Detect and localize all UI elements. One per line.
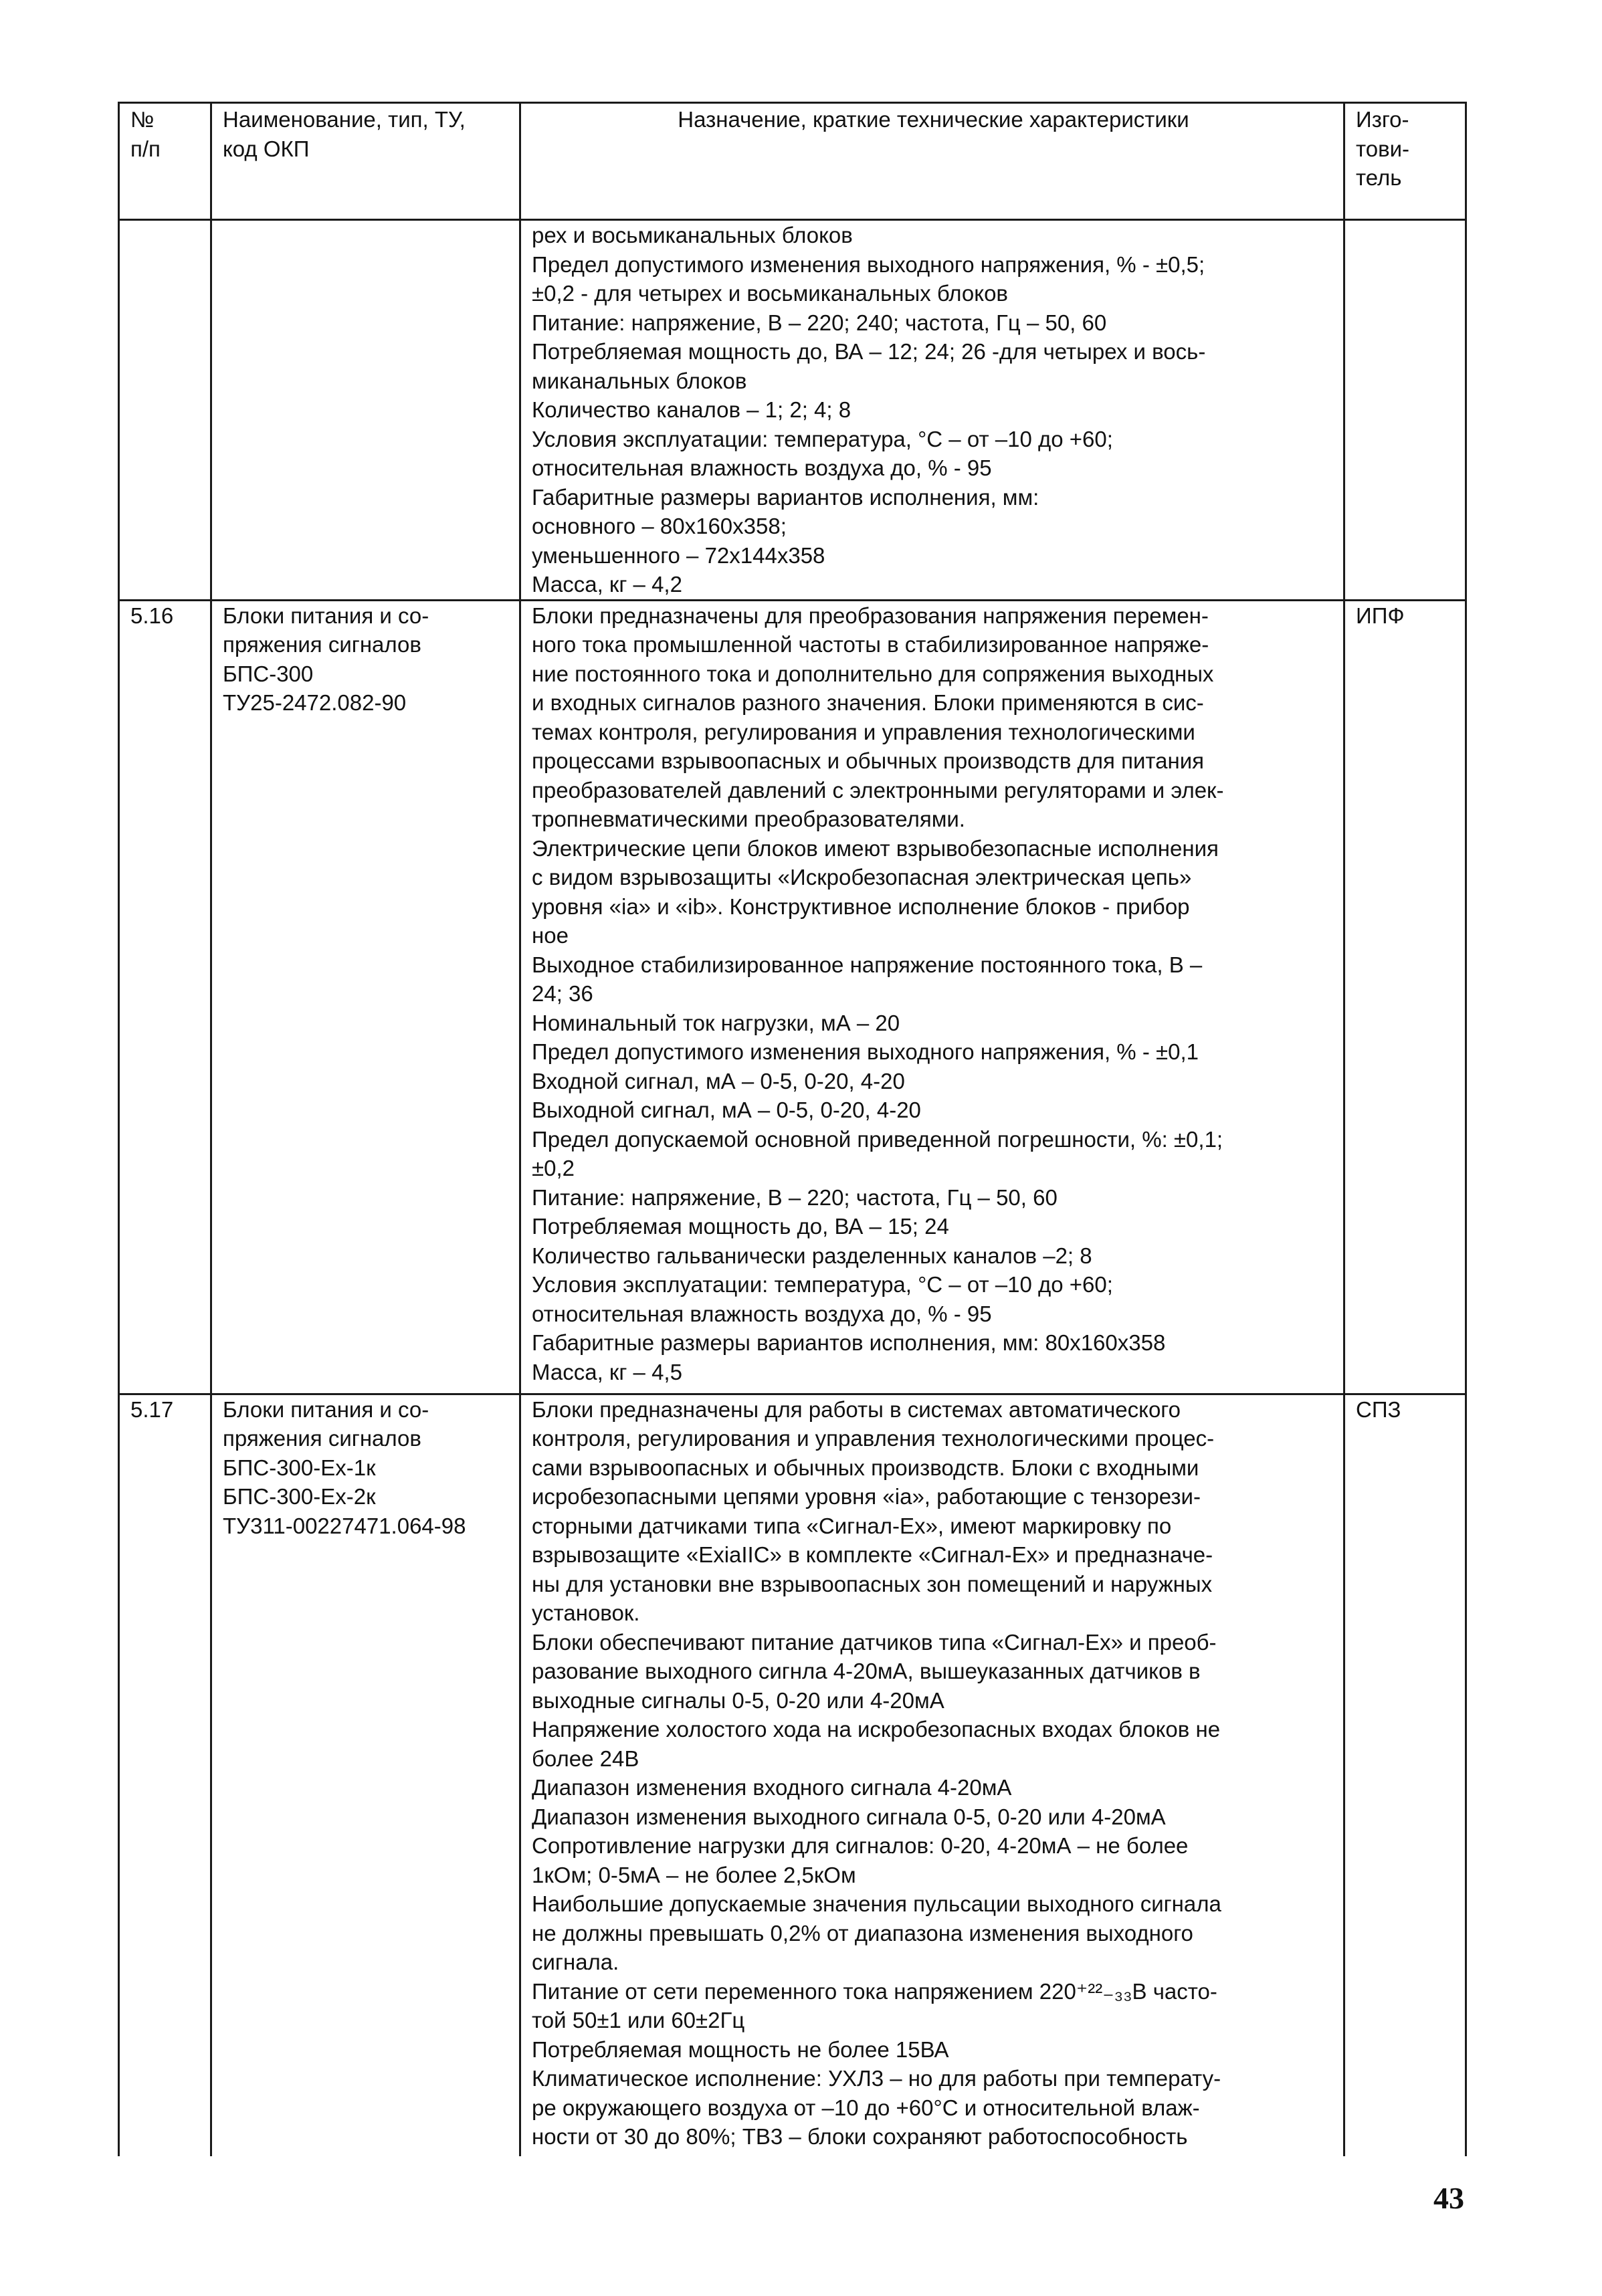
text-line: п/п	[130, 136, 161, 161]
text-line: Габаритные размеры вариантов исполнения, мм:	[532, 484, 1039, 510]
text-line: Напряжение холостого хода на искробезопасных входах блоков не	[532, 1717, 1221, 1742]
text-line: более 24В	[532, 1746, 639, 1771]
text-line: не должны превышать 0,2% от диапазона изменения выходного	[532, 1920, 1193, 1946]
row-number	[119, 220, 211, 601]
header-number	[119, 103, 211, 220]
text-line: с видом взрывозащиты «Искробезопасная электрическая цепь»	[532, 865, 1192, 890]
text-line: Питание: напряжение, В – 220; 240; частота, Гц – 50, 60	[532, 310, 1107, 335]
text-line: БПС-300-Ех-2к	[223, 1484, 376, 1509]
text-line: Предел допустимого изменения выходного напряжения, % - ±0,1	[532, 1039, 1199, 1064]
row-description	[520, 1394, 1344, 2156]
table-row	[119, 220, 1466, 601]
text-line: рех и восьмиканальных блоков	[532, 223, 853, 247]
text-line: ре окружающего воздуха от –10 до +60°С и относительной влаж-	[532, 2095, 1200, 2120]
text-line: сторными датчиками типа «Сигнал-Ех», имеют маркировку по	[532, 1513, 1172, 1538]
text-line: ное	[532, 923, 569, 948]
text-line: Потребляемая мощность до, ВА – 15; 24	[532, 1214, 949, 1239]
text-line: Блоки питания и со-	[223, 603, 429, 628]
text-line: №	[130, 107, 155, 132]
table-row	[119, 1394, 1466, 2156]
text-line: установок.	[532, 1600, 640, 1625]
text-line: той 50±1 или 60±2Гц	[532, 2008, 745, 2032]
text-line: Номинальный ток нагрузки, мА – 20	[532, 1010, 900, 1035]
text-line: 24; 36	[532, 981, 593, 1006]
table-header-row	[119, 103, 1466, 220]
text-line: Диапазон изменения выходного сигнала 0-5, 0-20 или 4-20мА	[532, 1804, 1166, 1829]
text-line: БПС-300-Ех-1к	[223, 1455, 376, 1480]
text-line: выходные сигналы 0-5, 0-20 или 4-20мА	[532, 1687, 944, 1713]
text-line: тови-	[1356, 136, 1410, 161]
text-line: тель	[1356, 165, 1402, 190]
header-manufacturer	[1344, 103, 1466, 220]
text-line: Условия эксплуатации: температура, °С – от –10 до +60;	[532, 426, 1113, 451]
text-line: БПС-300	[223, 661, 314, 686]
text-line: Электрические цепи блоков имеют взрывобезопасные исполнения	[532, 835, 1219, 861]
text-line: Изго-	[1356, 107, 1409, 132]
row-manufacturer: СПЗ	[1344, 1394, 1466, 2156]
text-line: тропневматическими преобразователями.	[532, 807, 965, 831]
text-line: Климатическое исполнение: УХЛ3 – но для работы при температу-	[532, 2066, 1221, 2091]
text-line: Входной сигнал, мА – 0-5, 0-20, 4-20	[532, 1068, 905, 1093]
text-line: пряжения сигналов	[223, 632, 421, 657]
page-number: 43	[1433, 2181, 1464, 2215]
text-line: Наибольшие допускаемые значения пульсации выходного сигнала	[532, 1891, 1221, 1916]
text-line: ±0,2	[532, 1156, 575, 1180]
text-line: миканальных блоков	[532, 368, 747, 393]
text-line: сами взрывоопасных и обычных производств. Блоки с входными	[532, 1455, 1199, 1480]
text-line: Выходной сигнал, мА – 0-5, 0-20, 4-20	[532, 1098, 921, 1122]
text-line: относительная влажность воздуха до, % - 95	[532, 455, 992, 480]
text-line: контроля, регулирования и управления технологическими процес-	[532, 1426, 1215, 1451]
text-line: Выходное стабилизированное напряжение постоянного тока, В –	[532, 952, 1203, 977]
text-line: ±0,2 - для четырех и восьмиканальных блоков	[532, 281, 1008, 306]
text-line: ны для установки вне взрывоопасных зон помещений и наружных	[532, 1571, 1213, 1596]
text-line: относительная влажность воздуха до, % - 95	[532, 1301, 992, 1326]
table-row	[119, 600, 1466, 1394]
text-line: Габаритные размеры вариантов исполнения, мм: 80х160х358	[532, 1330, 1166, 1355]
text-line: взрывозащите «ExiaIIC» в комплекте «Сигнал-Ех» и предназначе-	[532, 1542, 1213, 1567]
text-line: Блоки предназначены для работы в системах автоматического	[532, 1396, 1181, 1422]
text-line: уровня «ia» и «ib». Конструктивное исполнение блоков - прибор	[532, 894, 1190, 919]
text-line: Блоки предназначены для преобразования напряжения перемен-	[532, 603, 1209, 628]
text-line: Питание: напряжение, В – 220; частота, Гц – 50, 60	[532, 1184, 1058, 1210]
text-line: исробезопасными цепями уровня «ia», работающие с тензорези-	[532, 1484, 1201, 1509]
text-line: уменьшенного – 72х144х358	[532, 542, 825, 568]
text-line: ного тока промышленной частоты в стабилизированное напряже-	[532, 632, 1209, 657]
text-line: Масса, кг – 4,5	[532, 1359, 682, 1384]
text-line: код ОКП	[223, 136, 310, 161]
text-line: ности от 30 до 80%; ТВ3 – блоки сохраняют работоспособность	[532, 2124, 1188, 2149]
text-line: сигнала.	[532, 1950, 619, 1974]
row-number: 5.16	[119, 600, 211, 1394]
row-name	[211, 600, 520, 1394]
text-line: преобразователей давлений с электронными регуляторами и элек-	[532, 777, 1224, 803]
text-line: Назначение, краткие технические характеристики	[678, 107, 1189, 132]
text-line: Диапазон изменения входного сигнала 4-20мА	[532, 1775, 1012, 1800]
text-line: Сопротивление нагрузки для сигналов: 0-20, 4-20мА – не более	[532, 1833, 1189, 1858]
text-line: Предел допускаемой основной приведенной погрешности, %: ±0,1;	[532, 1126, 1223, 1152]
text-line: разование выходного сигнла 4-20мА, вышеуказанных датчиков в	[532, 1659, 1201, 1683]
text-line: Наименование, тип, ТУ,	[223, 107, 466, 132]
row-number: 5.17	[119, 1394, 211, 2156]
text-line: ние постоянного тока и дополнительно для сопряжения выходных	[532, 661, 1214, 686]
text-line: Питание от сети переменного тока напряжением 220⁺²²₋₃₃В часто-	[532, 1978, 1217, 2004]
text-line: ТУ25-2472.082-90	[223, 690, 407, 715]
text-line: Блоки обеспечивают питание датчиков типа «Сигнал-Ех» и преоб-	[532, 1629, 1217, 1655]
text-line: Блоки питания и со-	[223, 1396, 429, 1422]
row-description	[520, 600, 1344, 1394]
header-purpose	[520, 103, 1344, 220]
text-line: и входных сигналов разного значения. Блоки применяются в сис-	[532, 690, 1204, 715]
header-name	[211, 103, 520, 220]
row-name	[211, 1394, 520, 2156]
spec-table	[118, 102, 1467, 2156]
text-line: Количество гальванически разделенных каналов –2; 8	[532, 1243, 1092, 1268]
text-line: процессами взрывоопасных и обычных производств для питания	[532, 748, 1205, 773]
text-line: Масса, кг – 4,2	[532, 572, 682, 597]
text-line: 1кОм; 0-5мА – не более 2,5кОм	[532, 1862, 856, 1887]
row-manufacturer	[1344, 220, 1466, 601]
text-line: Предел допустимого изменения выходного напряжения, % - ±0,5;	[532, 251, 1205, 277]
text-line: темах контроля, регулирования и управления технологическими	[532, 719, 1195, 744]
row-description	[520, 220, 1344, 601]
text-line: пряжения сигналов	[223, 1426, 421, 1451]
row-manufacturer: ИПФ	[1344, 600, 1466, 1394]
text-line: основного – 80х160х358;	[532, 514, 787, 538]
text-line: Количество каналов – 1; 2; 4; 8	[532, 397, 852, 422]
text-line: ТУ311-00227471.064-98	[223, 1513, 466, 1538]
row-name	[211, 220, 520, 601]
text-line: Условия эксплуатации: температура, °С – от –10 до +60;	[532, 1272, 1113, 1297]
text-line: Потребляемая мощность до, ВА – 12; 24; 26 -для четырех и вось-	[532, 339, 1206, 364]
text-line: Потребляемая мощность не более 15ВА	[532, 2037, 949, 2062]
